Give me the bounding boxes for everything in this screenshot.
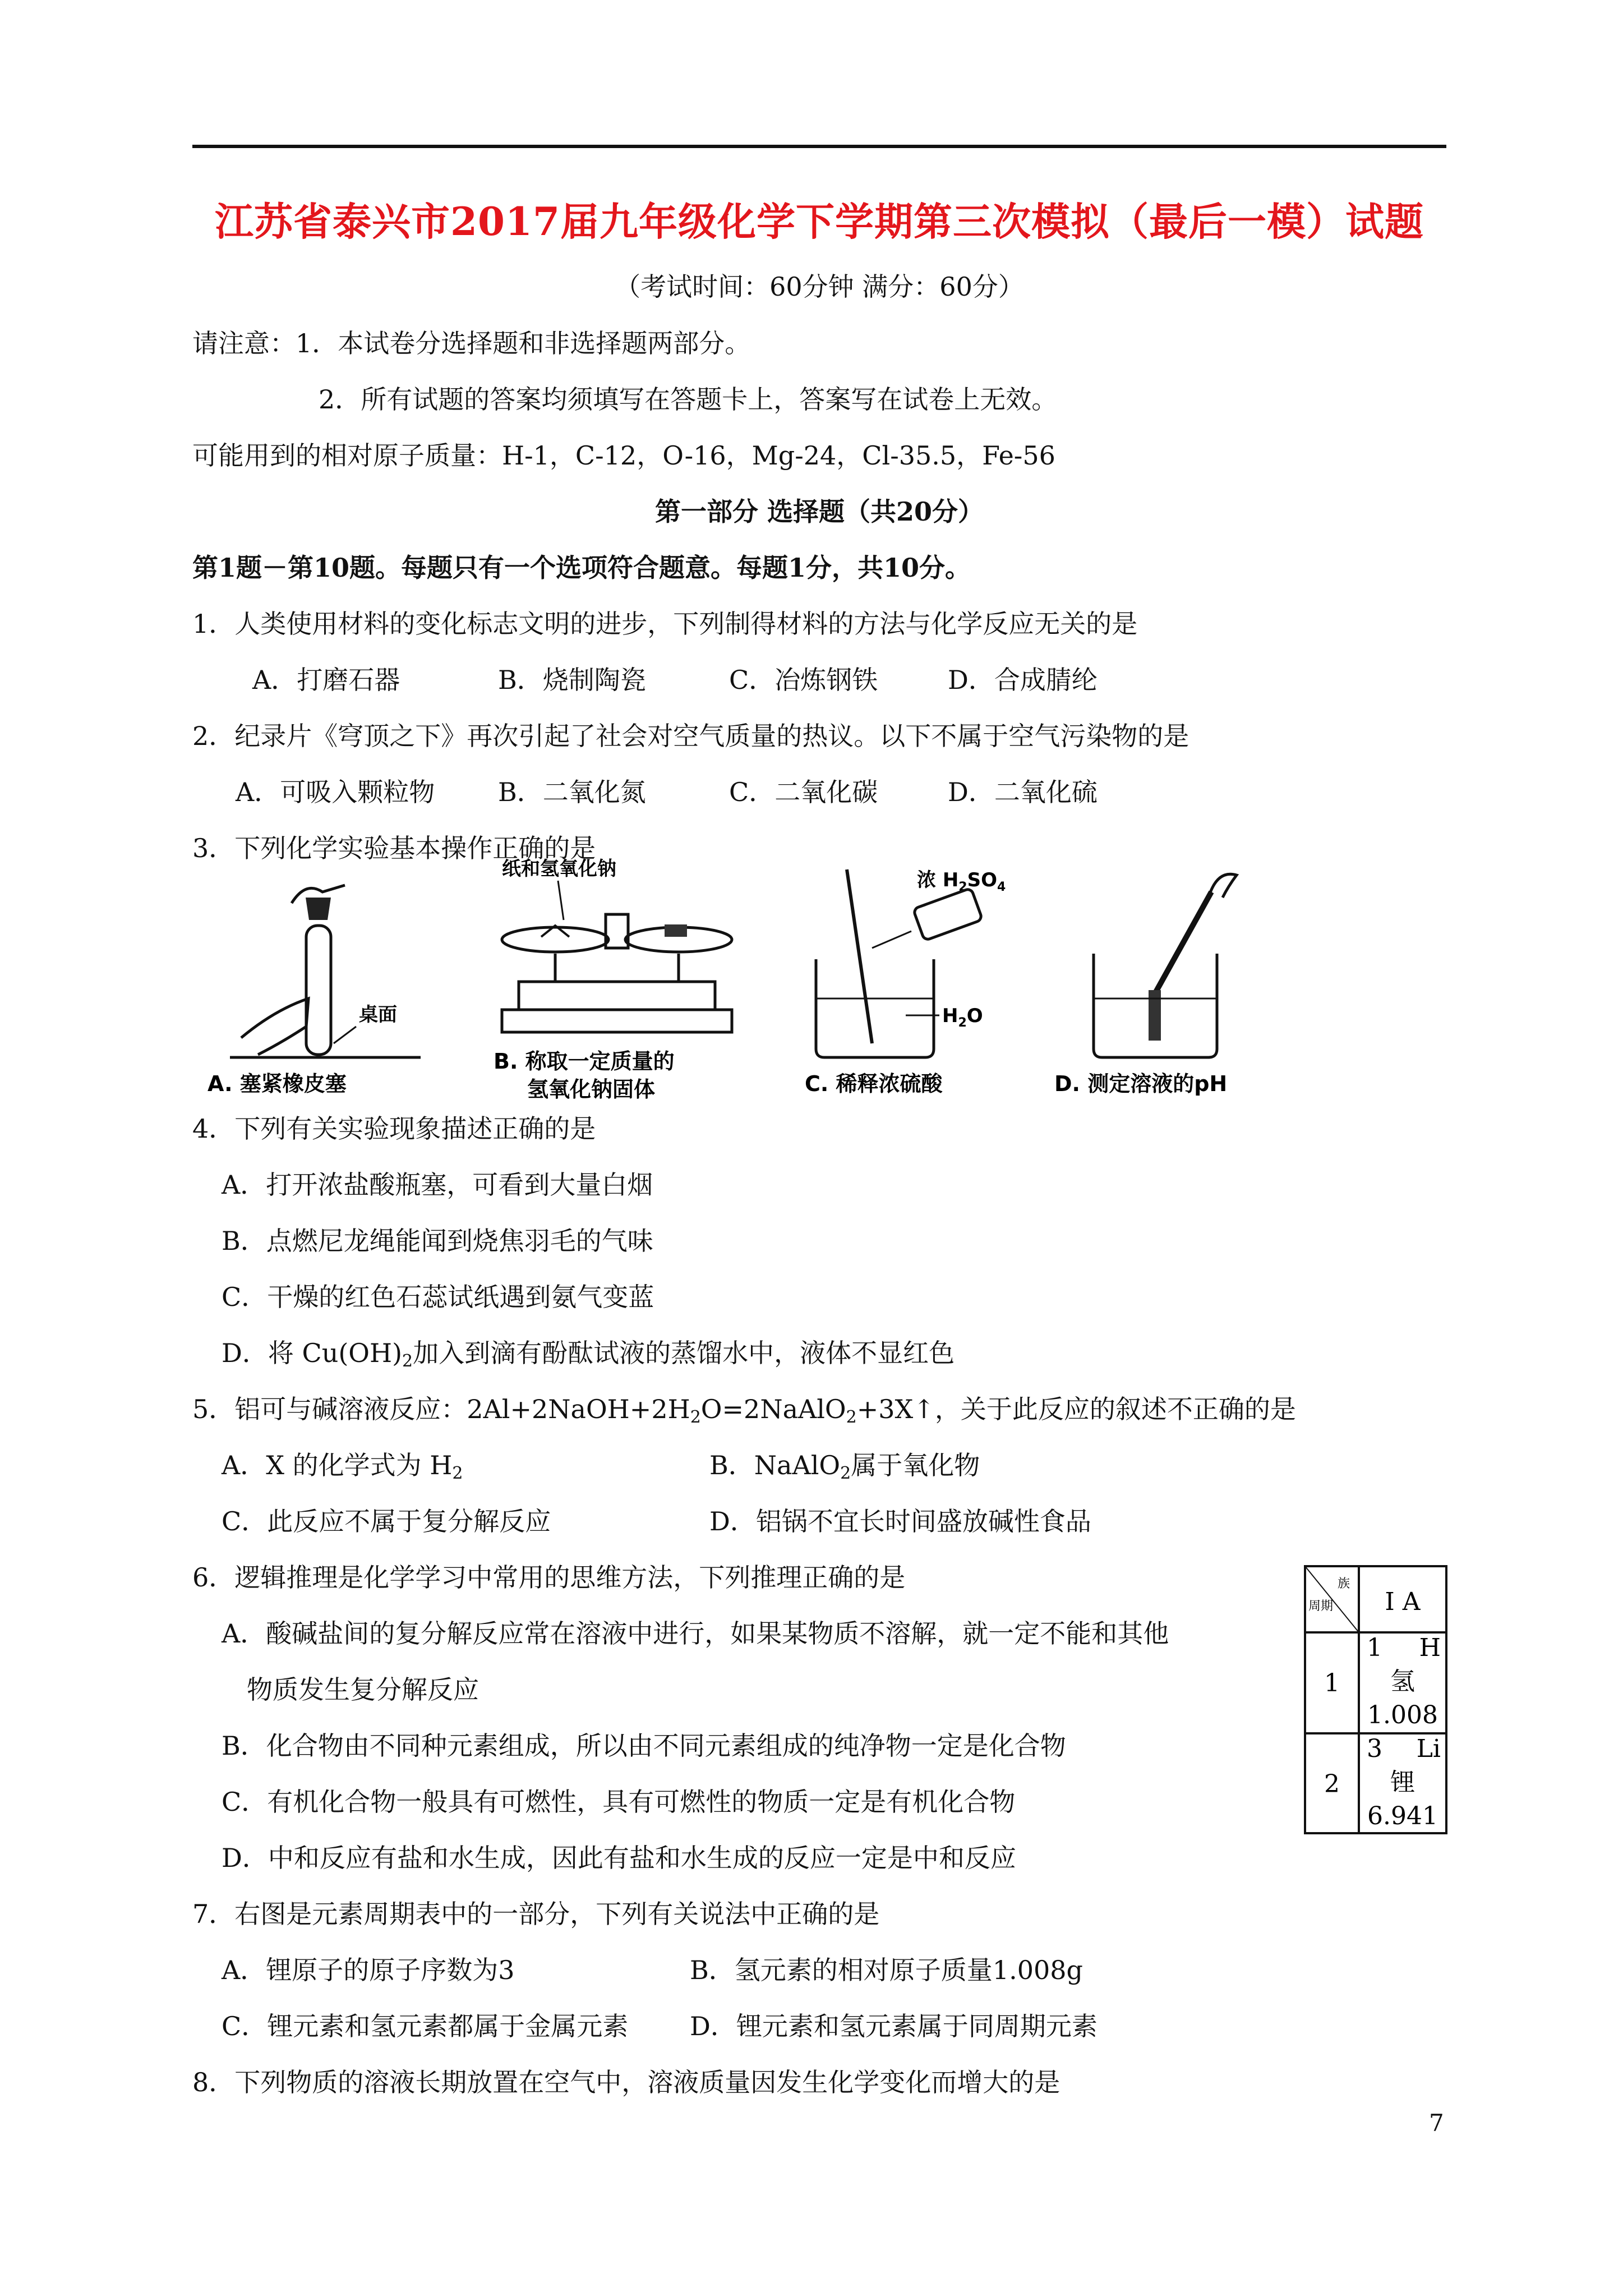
q7-stem: 7．右图是元素周期表中的一部分，下列有关说法中正确的是	[192, 1899, 880, 1929]
q1-option-c: C．冶炼钢铁	[729, 665, 878, 695]
pour-stream	[872, 931, 911, 948]
q7-option-b: B．氢元素的相对原子质量1.008g	[690, 1955, 1083, 1985]
weight-shape	[665, 924, 687, 937]
q3-fig-b-caption-2: 氢氧化钠固体	[527, 1077, 656, 1102]
section-instruction: 第1题－第10题。每题只有一个选项符合题意。每题1分，共10分。	[192, 553, 971, 583]
q1-option-d: D．合成腈纶	[948, 665, 1098, 695]
period-1: 1	[1324, 1669, 1340, 1697]
dilution-figure	[794, 858, 1029, 1105]
q2-option-c: C．二氧化碳	[729, 777, 878, 807]
q3-fig-b-caption-1: B. 称取一定质量的	[494, 1049, 675, 1074]
water-label: $H_2O$	[942, 1005, 983, 1030]
acid-bottle-shape	[913, 888, 983, 941]
q5-option-a: A．X 的化学式为 $H_2$	[222, 1450, 463, 1483]
page-number: 7	[1429, 2109, 1444, 2137]
q6-option-d: D．中和反应有盐和水生成，因此有盐和水生成的反应一定是中和反应	[222, 1843, 1016, 1873]
li-name: 锂	[1390, 1768, 1415, 1797]
page-title: 江苏省泰兴市2017届九年级化学下学期第三次模拟（最后一模）试题	[214, 199, 1424, 245]
notice-1: 请注意：1．本试卷分选择题和非选择题两部分。	[192, 328, 751, 358]
q3-stem: 3．下列化学实验基本操作正确的是	[192, 833, 596, 863]
q7-option-d: D．锂元素和氢元素属于同周期元素	[690, 2011, 1098, 2041]
header-period: 周期	[1308, 1599, 1334, 1613]
test-tube-shape	[306, 926, 331, 1055]
q8-stem: 8．下列物质的溶液长期放置在空气中，溶液质量因发生化学变化而增大的是	[192, 2067, 1061, 2097]
rubber-stopper-figure	[208, 858, 432, 1105]
q5-option-d: D．铝锅不宜长时间盛放碱性食品	[709, 1506, 1091, 1536]
q3-fig-d-caption: D. 测定溶液的pH	[1054, 1071, 1228, 1096]
balance-figure	[479, 858, 754, 1105]
left-pan-shape	[502, 927, 608, 952]
group-label: I A	[1385, 1588, 1421, 1616]
q7-option-c: C．锂元素和氢元素都属于金属元素	[222, 2011, 629, 2041]
h-symbol: H	[1419, 1634, 1441, 1662]
balance-beam-shape	[519, 982, 715, 1010]
exam-info: （考试时间：60分钟 满分：60分）	[615, 272, 1024, 302]
q2-option-b: B．二氧化氮	[498, 777, 646, 807]
q2-stem: 2．纪录片《穹顶之下》再次引起了社会对空气质量的热议。以下不属于空气污染物的是	[192, 721, 1189, 751]
tweezers-shape	[1155, 892, 1211, 993]
q1-stem: 1．人类使用材料的变化标志文明的进步，下列制得材料的方法与化学反应无关的是	[192, 609, 1138, 639]
balance-base-shape	[502, 1010, 732, 1032]
h-mass: 1.008	[1367, 1701, 1438, 1729]
q3-figure-d	[1043, 858, 1279, 1105]
q3-fig-c-caption: C. 稀释浓硫酸	[805, 1071, 943, 1096]
q3-figure-c	[794, 858, 1029, 1105]
q3-figure-b	[479, 858, 754, 1105]
q5-option-c: C．此反应不属于复分解反应	[222, 1506, 551, 1536]
q2-option-a: A．可吸入颗粒物	[236, 777, 435, 807]
top-rule	[192, 145, 1446, 148]
label-pointer	[558, 881, 564, 920]
q3-fig-b-label: 纸和氢氧化钠	[502, 858, 616, 880]
q5-option-b: B．NaAlO$_2$属于氧化物	[709, 1450, 980, 1483]
q1-option-a: A．打磨石器	[252, 665, 400, 695]
q1-option-b: B．烧制陶瓷	[498, 665, 646, 695]
q6-option-b: B．化合物由不同种元素组成，所以由不同元素组成的纯净物一定是化合物	[222, 1731, 1066, 1761]
q6-stem: 6．逻辑推理是化学学习中常用的思维方法，下列推理正确的是	[192, 1562, 906, 1593]
periodic-table-fragment	[1304, 1565, 1447, 1834]
li-symbol: Li	[1416, 1734, 1441, 1763]
stopper-shape	[306, 898, 331, 920]
atomic-masses: 可能用到的相对原子质量：H-1，C-12，O-16，Mg-24，Cl-35.5，Fe-56	[192, 440, 1055, 471]
q4-option-a: A．打开浓盐酸瓶塞，可看到大量白烟	[222, 1170, 653, 1200]
q4-option-b: B．点燃尼龙绳能闻到烧焦羽毛的气味	[222, 1226, 653, 1256]
h-number: 1	[1367, 1634, 1382, 1662]
notice-2: 2．所有试题的答案均须填写在答题卡上，答案写在试卷上无效。	[319, 384, 1058, 415]
q4-stem: 4．下列有关实验现象描述正确的是	[192, 1114, 596, 1144]
q6-option-c: C．有机化合物一般具有可燃性，具有可燃性的物质一定是有机化合物	[222, 1787, 1016, 1817]
hand-bottom-shape	[241, 999, 308, 1055]
acid-label: 浓 $H_2SO_4$	[917, 869, 1006, 894]
period-2: 2	[1324, 1770, 1340, 1798]
part1-heading: 第一部分 选择题（共20分）	[654, 496, 984, 527]
q3-figure-a	[208, 858, 432, 1105]
li-number: 3	[1367, 1734, 1382, 1763]
h-name: 氢	[1390, 1667, 1415, 1696]
q4-option-c: C．干燥的红色石蕊试纸遇到氨气变蓝	[222, 1282, 654, 1312]
glass-rod-shape	[847, 869, 872, 1043]
pointer-housing-shape	[606, 914, 628, 948]
q6-option-a-line2: 物质发生复分解反应	[247, 1674, 479, 1705]
q5-stem: 5．铝可与碱溶液反应：$2Al+2NaOH+2H_2O=2NaAlO_2+3X↑$，关于此反应的叙述不正确的是	[192, 1394, 1296, 1427]
ph-test-figure	[1043, 858, 1279, 1105]
header-group: 族	[1338, 1577, 1350, 1591]
q2-option-d: D．二氧化硫	[948, 777, 1098, 807]
q3-fig-a-label: 桌面	[359, 1004, 397, 1026]
periodic-table-svg	[1304, 1565, 1447, 1834]
q4-option-d: D．将 $Cu(OH)_2$加入到滴有酚酞试液的蒸馏水中，液体不显红色	[222, 1338, 955, 1371]
q7-option-a: A．锂原子的原子序数为3	[222, 1955, 515, 1985]
q6-option-a-line1: A．酸碱盐间的复分解反应常在溶液中进行，如果某物质不溶解，就一定不能和其他	[222, 1618, 1169, 1649]
table-pointer	[334, 1027, 356, 1043]
q3-fig-a-caption: A. 塞紧橡皮塞	[208, 1071, 347, 1096]
beaker-shape	[816, 959, 934, 1057]
li-mass: 6.941	[1367, 1802, 1438, 1830]
